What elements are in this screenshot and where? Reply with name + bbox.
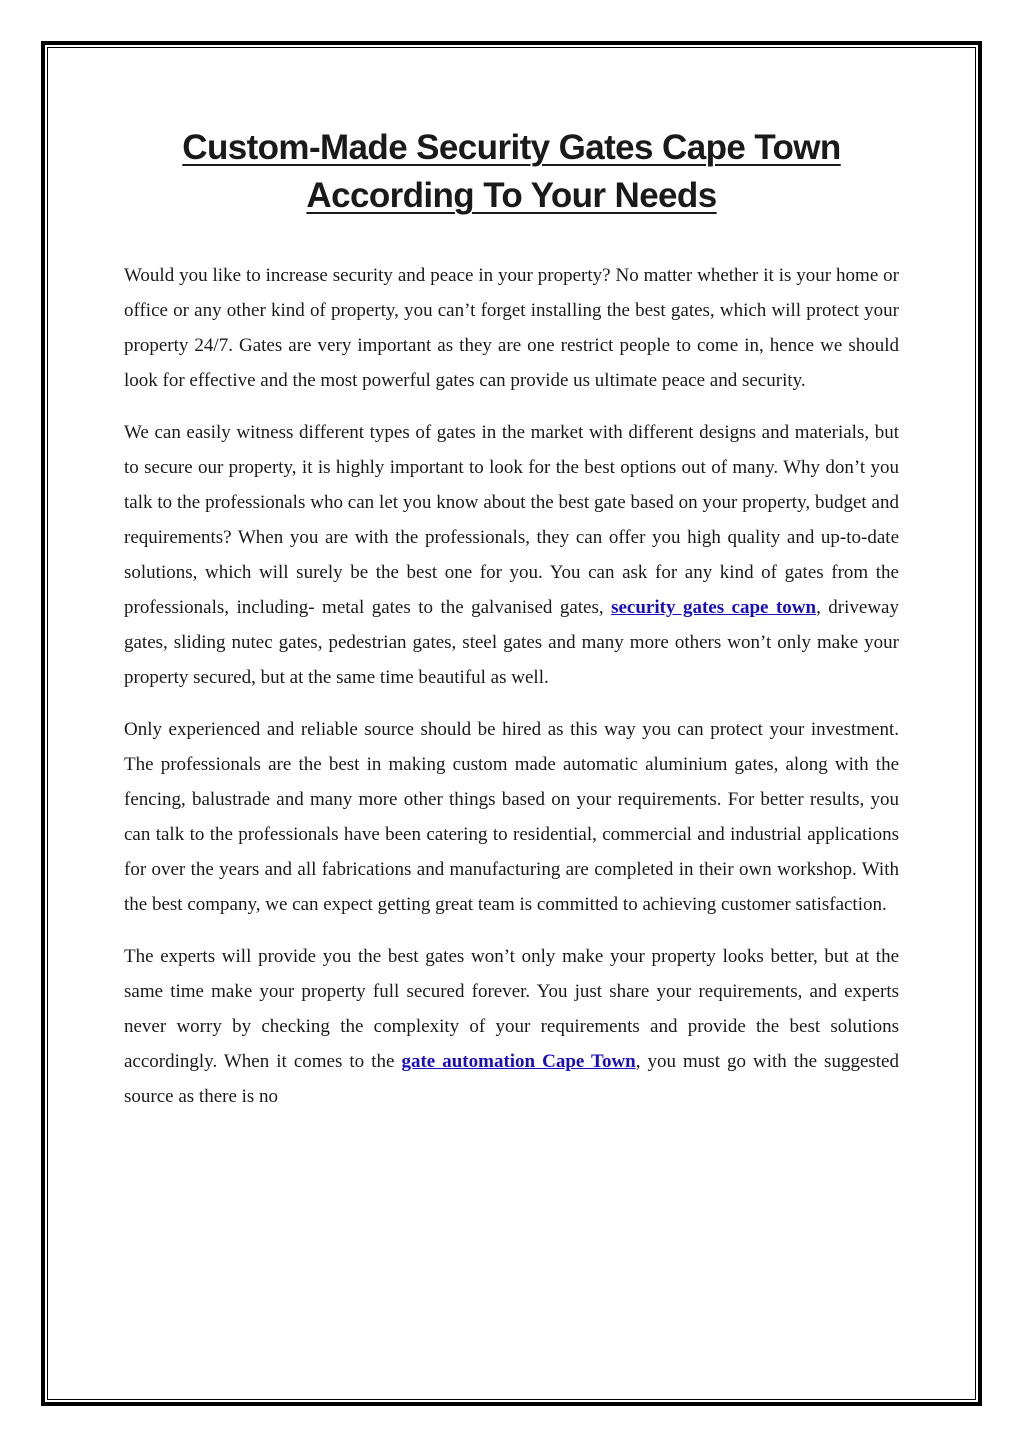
title-line-2: According To Your Needs xyxy=(306,176,717,215)
document-content xyxy=(124,124,899,1131)
title-line-1: Custom-Made Security Gates Cape Town xyxy=(182,128,841,167)
paragraph-2-text-before-link: We can easily witness different types of gates in the market with different designs and materials, but to secure our property, it is highly important to look for the best options out of many. Why don’t you talk to the professionals who can let you know about the best gate based on your property, budget and requirements? When you are with the professionals, they can offer you high quality and up-to-date solutions, which will surely be the best one for you. You can ask for any kind of gates from the professionals, including- metal gates to the galvanised gates, xyxy=(124,422,899,618)
paragraph-2-text-after-link: , driveway gates, sliding nutec gates, pedestrian gates, steel gates and many more others won’t only make your property secured, but at the same time beautiful as well. xyxy=(124,597,899,688)
paragraph-3: Only experienced and reliable source should be hired as this way you can protect your investment. The professionals are the best in making custom made automatic aluminium gates, along with the fencing, balustrade and many more other things based on your requirements. For better results, you can talk to the professionals have been catering to residential, commercial and industrial applications for over the years and all fabrications and manufacturing are completed in their own workshop. With the best company, we can expect getting great team is committed to achieving customer satisfaction. xyxy=(124,719,899,915)
security-gates-cape-town-link[interactable]: security gates cape town xyxy=(611,597,817,618)
paragraph-4-text-before-link: The experts will provide you the best gates won’t only make your property looks better, but at the same time make your property full secured forever. You just share your requirements, and experts never worry by checking the complexity of your requirements and provide the best solutions accordingly. When it comes to the xyxy=(124,946,899,1072)
paragraph-2 xyxy=(124,415,899,695)
paragraph-4-text-after-link: , you must go with the suggested source as there is no xyxy=(124,1051,899,1107)
gate-automation-cape-town-link[interactable]: gate automation Cape Town xyxy=(401,1051,636,1072)
document-body xyxy=(124,258,899,1114)
document-title xyxy=(124,124,899,220)
paragraph-1: Would you like to increase security and peace in your property? No matter whether it is your home or office or any other kind of property, you can’t forget installing the best gates, which will protect your property 24/7. Gates are very important as they are one restrict people to come in, hence we should look for effective and the most powerful gates can provide us ultimate peace and security. xyxy=(124,265,899,391)
paragraph-4 xyxy=(124,939,899,1114)
